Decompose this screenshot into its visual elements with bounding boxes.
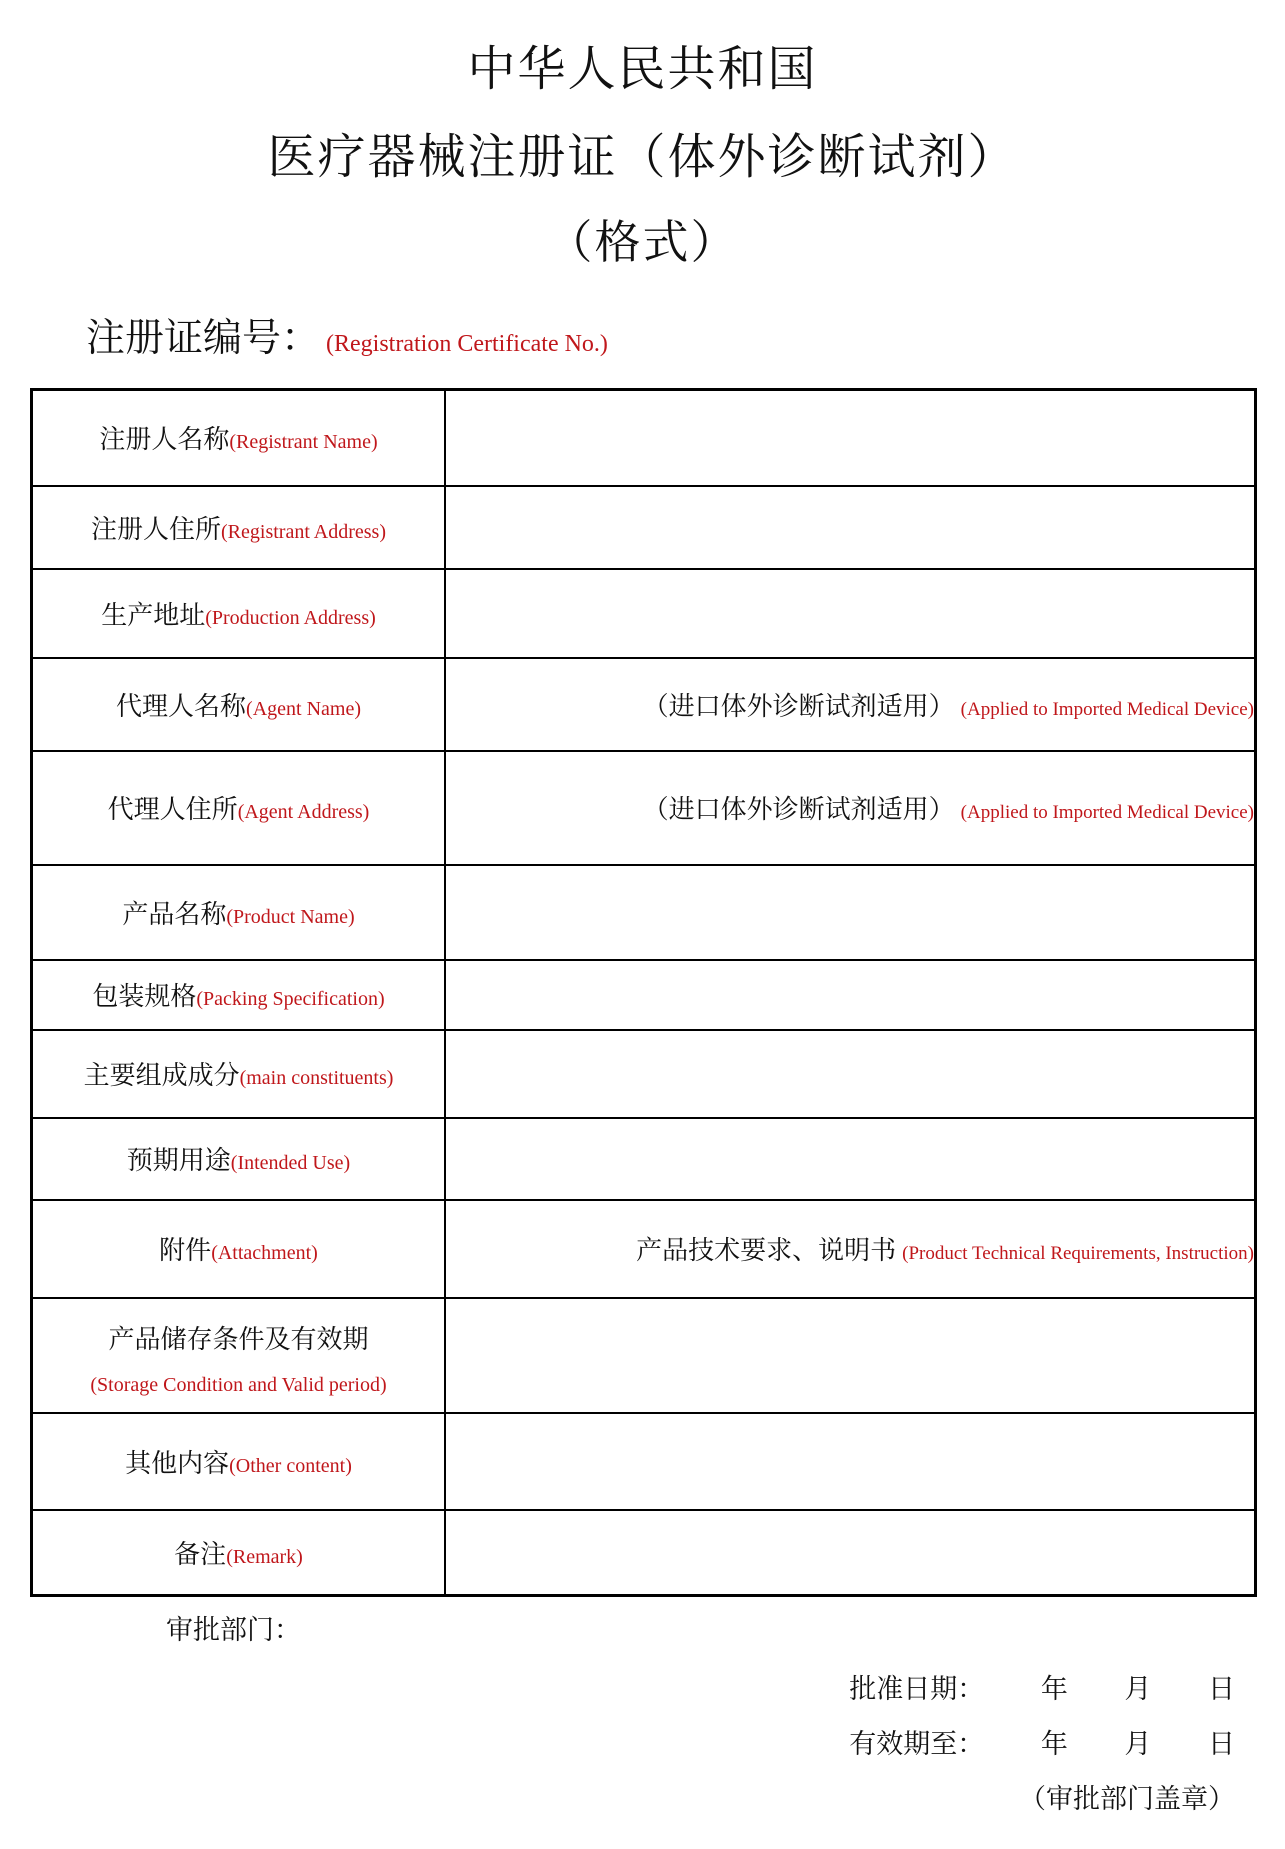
certificate-table — [30, 388, 1257, 1597]
row-label-en: (Packing Specification) — [196, 988, 385, 1010]
row-value — [445, 751, 1256, 865]
row-value-en: (Product Technical Requirements, Instruction) — [902, 1243, 1254, 1264]
row-label-cn: 附件 — [159, 1236, 212, 1266]
row-label-cn: 包装规格 — [92, 982, 197, 1012]
row-value — [445, 960, 1256, 1030]
table-row — [32, 658, 1256, 751]
row-value — [445, 865, 1256, 960]
row-label-en: (Registrant Address) — [221, 520, 386, 543]
row-label-en: (Agent Name) — [246, 697, 361, 720]
title-line-1: 中华人民共和国 — [467, 41, 818, 97]
row-label-cn: 代理人名称 — [116, 691, 247, 722]
approval-date-label: 批准日期： — [849, 1674, 985, 1705]
department-seal-note: （审批部门盖章） — [1019, 1784, 1235, 1815]
row-value — [445, 486, 1256, 569]
row-label-en: (Remark) — [226, 1545, 303, 1568]
table-row — [32, 486, 1256, 569]
row-label — [32, 1510, 446, 1596]
row-value-cn: 产品技术要求、说明书 — [636, 1236, 897, 1266]
row-label — [32, 569, 446, 658]
row-label — [32, 1413, 446, 1510]
row-value — [445, 1030, 1256, 1118]
row-label-en: (Storage Condition and Valid period) — [90, 1374, 387, 1396]
row-label — [32, 960, 446, 1030]
row-label-en: (Production Address) — [205, 606, 376, 629]
row-label-cn: 注册人住所 — [91, 514, 222, 545]
table-row — [32, 1413, 1256, 1510]
row-value — [445, 1118, 1256, 1200]
valid-until-line — [849, 1722, 1235, 1761]
row-label-cn: 代理人住所 — [107, 795, 238, 825]
row-label-cn: 主要组成成分 — [83, 1061, 240, 1091]
row-label-en: (Attachment) — [211, 1242, 318, 1264]
row-label-cn: 产品储存条件及有效期 — [108, 1325, 369, 1355]
row-value — [445, 390, 1256, 486]
valid-until-label: 有效期至： — [849, 1729, 985, 1760]
row-value-cn: （进口体外诊断试剂适用） — [642, 795, 955, 825]
row-label-cn: 注册人名称 — [99, 425, 230, 456]
row-value-cn: （进口体外诊断试剂适用） — [642, 691, 955, 722]
table-row — [32, 1118, 1256, 1200]
row-label-en: (Registrant Name) — [229, 431, 378, 454]
row-label — [32, 1118, 446, 1200]
table-row — [32, 1200, 1256, 1298]
row-label-cn: 备注 — [174, 1539, 227, 1570]
row-label — [32, 865, 446, 960]
row-label-en: (Other content) — [229, 1454, 352, 1477]
approval-date-line — [849, 1667, 1235, 1706]
year-label: 年 — [1040, 1729, 1068, 1760]
table-row — [32, 1298, 1256, 1413]
row-value-en: (Applied to Imported Medical Device) — [960, 698, 1254, 720]
registration-number — [86, 307, 608, 363]
table-row — [32, 390, 1256, 486]
row-label — [32, 390, 446, 486]
table-row — [32, 960, 1256, 1030]
row-label-cn: 其他内容 — [125, 1448, 230, 1479]
day-label: 日 — [1208, 1729, 1235, 1760]
row-label — [32, 658, 446, 751]
table-row — [32, 1510, 1256, 1596]
year-label: 年 — [1040, 1674, 1068, 1705]
row-label — [32, 751, 446, 865]
row-label-en: (Intended Use) — [230, 1152, 351, 1174]
table-row — [32, 1030, 1256, 1118]
table-row — [32, 569, 1256, 658]
row-value — [445, 1298, 1256, 1413]
row-label-cn: 预期用途 — [126, 1146, 231, 1176]
day-label: 日 — [1208, 1674, 1235, 1705]
row-value — [445, 658, 1256, 751]
row-label — [32, 1030, 446, 1118]
row-label-en: (Product Name) — [226, 905, 355, 928]
table-row — [32, 751, 1256, 865]
row-label — [32, 1298, 446, 1413]
title-line-2: 医疗器械注册证（体外诊断试剂） — [267, 129, 1018, 185]
row-value-en: (Applied to Imported Medical Device) — [960, 802, 1254, 823]
row-label — [32, 486, 446, 569]
row-value — [445, 1200, 1256, 1298]
approving-department: 审批部门： — [166, 1615, 301, 1646]
row-value — [445, 569, 1256, 658]
title-line-3: （格式） — [546, 215, 739, 269]
month-label: 月 — [1124, 1729, 1152, 1760]
row-label-en: (Agent Address) — [237, 801, 370, 823]
row-value — [445, 1510, 1256, 1596]
month-label: 月 — [1124, 1674, 1152, 1705]
row-label-en: (main constituents) — [239, 1067, 394, 1089]
row-label-cn: 生产地址 — [101, 600, 206, 631]
registration-number-label-en: (Registration Certificate No.) — [326, 331, 608, 357]
registration-number-label: 注册证编号： — [86, 316, 321, 361]
row-label — [32, 1200, 446, 1298]
row-value — [445, 1413, 1256, 1510]
row-label-cn: 产品名称 — [122, 899, 227, 930]
table-row — [32, 865, 1256, 960]
